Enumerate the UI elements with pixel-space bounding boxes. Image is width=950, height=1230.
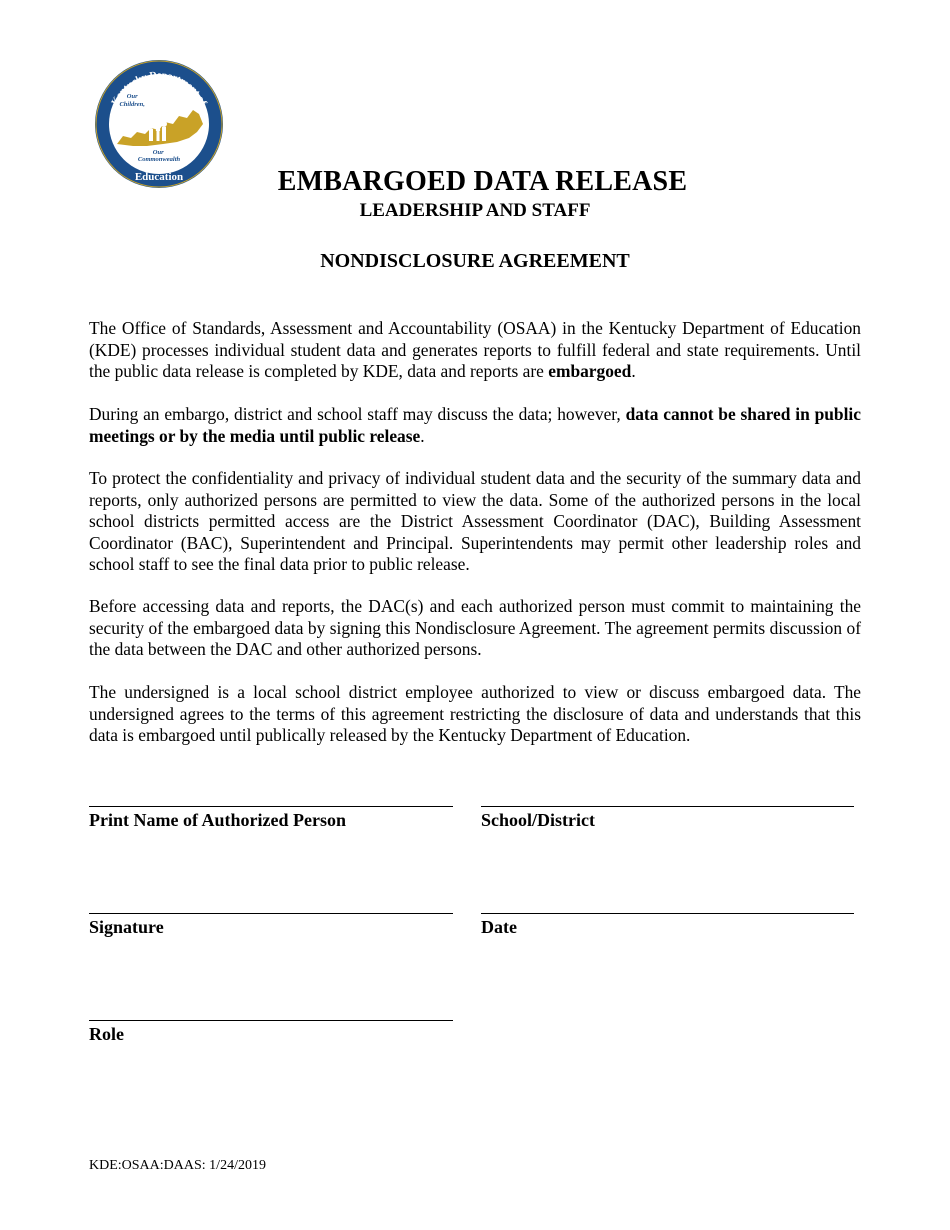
print-name-line[interactable] xyxy=(89,806,453,807)
page-title: EMBARGOED DATA RELEASE xyxy=(277,166,688,197)
signature-label: Signature xyxy=(89,917,164,937)
paragraph-osaa xyxy=(89,318,861,383)
page-subtitle: LEADERSHIP AND STAFF xyxy=(359,200,591,221)
date-line[interactable] xyxy=(481,913,854,914)
paragraph-bold: data cannot be shared in public meetings or by the media until public release xyxy=(89,404,861,446)
paragraph-confidentiality: To protect the confidentiality and privacy of individual student data and the security of the summary data and reports, only authorized persons are permitted to view the data. Some of the authorized persons in the local school districts permitted access are the District Assessment Coordinator (DAC), Building Assessment Coordinator (BAC), Superintendent and Principal. Superintendents may permit other leadership roles and school staff to see the final data prior to public release. xyxy=(89,468,861,574)
agreement-heading: NONDISCLOSURE AGREEMENT xyxy=(320,250,630,272)
school-district-line[interactable] xyxy=(481,806,854,807)
document-code: KDE:OSAA:DAAS: 1/24/2019 xyxy=(89,1158,266,1173)
school-district-label: School/District xyxy=(481,810,595,830)
seal-bottom-text: Education xyxy=(134,171,184,183)
paragraph-embargo xyxy=(89,404,861,447)
paragraph-undersigned: The undersigned is a local school district employee authorized to view or discuss embargoed data. The undersigned agrees to the terms of this agreement restricting the disclosure of data and understands that this data is embargoed until publically released by the Kentucky Department of Education. xyxy=(89,682,861,745)
seal-motto-1: Our xyxy=(126,93,138,100)
paragraph-end: . xyxy=(420,425,425,446)
seal-motto-3: Our xyxy=(152,149,164,156)
paragraph-bold: embargoed xyxy=(548,361,632,381)
paragraph-end: . xyxy=(631,361,636,381)
signature-line[interactable] xyxy=(89,913,453,914)
seal-motto-2: Children, xyxy=(119,101,145,108)
date-label: Date xyxy=(481,917,517,937)
seal-motto-4: Commonwealth xyxy=(137,156,181,163)
paragraph-access: Before accessing data and reports, the DAC(s) and each authorized person must commit to maintaining the security of the embargoed data by signing this Nondisclosure Agreement. The agreement permits discussion of the data between the DAC and other authorized persons. xyxy=(89,596,861,659)
print-name-label: Print Name of Authorized Person xyxy=(89,810,346,830)
role-line[interactable] xyxy=(89,1020,453,1021)
paragraph-text: During an embargo, district and school staff may discuss the data; however, xyxy=(89,404,626,424)
seal-top-text: Kentucky Department of xyxy=(109,69,209,108)
paragraph-text: The Office of Standards, Assessment and Accountability (OSAA) in the Kentucky Department of Education (KDE) processes individual student data and generates reports to fulfill federal and state requirements. Until the public data release is completed by KDE, data and reports are xyxy=(89,318,861,381)
role-label: Role xyxy=(89,1024,124,1044)
